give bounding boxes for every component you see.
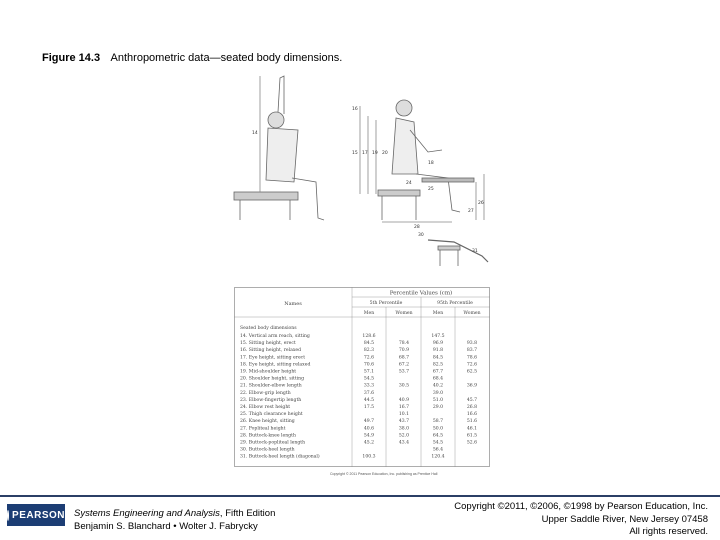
dim-label: 30	[418, 233, 424, 238]
dim-label: 27	[468, 209, 474, 214]
table-cell: 62.5	[466, 369, 478, 375]
table-cell: 40.2	[432, 383, 444, 389]
table-cell: 40.6	[363, 426, 375, 432]
dim-label: 17	[362, 151, 368, 156]
table-cell: 100.3	[362, 454, 376, 460]
table-cell: 61.5	[466, 433, 478, 439]
table-cell: 53.7	[398, 369, 410, 375]
table-cell: 39.0	[432, 390, 444, 396]
table-row-label: 31. Buttock-heel length (diagonal)	[240, 454, 320, 460]
table-cell: 84.5	[363, 341, 375, 347]
table-cell: 52.6	[466, 440, 478, 446]
table-cell: 57.1	[363, 369, 375, 375]
figure-label: Figure 14.3	[42, 52, 101, 64]
table-cell: 120.4	[431, 454, 445, 460]
table-cell: 26.8	[466, 405, 478, 410]
table-cell: 82.3	[363, 348, 375, 354]
table-row-label: 17. Eye height, sitting erect	[240, 355, 306, 361]
table-cell: 68.7	[398, 355, 410, 361]
dim-label: 28	[414, 225, 420, 230]
table-p95-header: 95th Percentile	[437, 301, 473, 306]
table-cell: 54.9	[363, 433, 375, 439]
table-cell: 49.7	[363, 419, 375, 425]
table-p5-header: 5th Percentile	[369, 301, 403, 306]
table-cell: 43.7	[398, 419, 410, 425]
table-cell: 96.9	[432, 341, 444, 347]
table-row-label: 22. Elbow-grip length	[240, 390, 291, 396]
table-row-label: 16. Sitting height, relaxed	[240, 348, 302, 354]
table-cell: 70.9	[398, 348, 410, 354]
table-top	[422, 178, 474, 182]
table-row-label: 18. Eye height, sitting relaxed	[240, 362, 311, 368]
table-cell: 72.6	[466, 362, 478, 368]
left-figure-arm	[278, 76, 284, 114]
dim-label: 14	[252, 131, 258, 136]
table-cell: 37.6	[363, 390, 375, 396]
copyright-notice	[454, 501, 708, 539]
table-cell: 78.6	[466, 355, 478, 361]
dim-label: 16	[352, 107, 358, 112]
right-chair	[378, 190, 420, 196]
table-row-label: 26. Knee height, sitting	[240, 419, 295, 425]
right-figure-head	[396, 100, 412, 116]
table-cell: 147.5	[431, 334, 445, 339]
table-cell: 70.6	[363, 362, 375, 368]
publisher-logo	[7, 504, 65, 526]
dim-label: 26	[478, 201, 484, 206]
book-edition: , Fifth Edition	[219, 508, 276, 519]
col-women-p95: Women	[463, 311, 481, 316]
table-cell: 68.4	[432, 376, 444, 382]
book-title: Systems Engineering and Analysis	[74, 508, 220, 519]
seated-dimensions-illustration	[232, 70, 490, 286]
figure-caption	[42, 52, 342, 64]
right-figure-body	[392, 118, 418, 174]
table-cell: 54.5	[363, 376, 375, 382]
table-cell: 56.4	[432, 447, 444, 453]
table-section: Seated body dimensions	[240, 326, 297, 331]
table-cell: 36.9	[466, 383, 478, 389]
dim-label: 25	[428, 187, 434, 192]
table-cell: 84.5	[432, 355, 444, 361]
dim-label: 20	[382, 151, 388, 156]
table-cell: 16.7	[398, 405, 410, 410]
table-cell: 64.5	[432, 433, 444, 439]
table-cell: 40.9	[398, 397, 410, 403]
copyright-line: Copyright ©2011, ©2006, ©1998 by Pearson Education, Inc.	[454, 501, 708, 512]
copyright-rights: All rights reserved.	[629, 526, 708, 537]
table-cell: 16.6	[466, 412, 478, 418]
table-cell: 44.5	[363, 397, 375, 403]
logo-text: PEARSON	[12, 509, 65, 521]
left-bench	[234, 192, 298, 200]
table-cell: 10.1	[398, 412, 410, 418]
table-cell: 128.6	[362, 334, 376, 339]
dim-label: 15	[352, 151, 358, 156]
figure-title: Anthropometric data—seated body dimensions.	[110, 52, 343, 64]
table-cell: 33.3	[363, 383, 375, 389]
left-figure-body	[266, 128, 298, 182]
table-row-label: 14. Vertical arm reach, sitting	[240, 334, 310, 339]
left-figure-head	[268, 112, 284, 128]
table-row-label: 28. Buttock-knee length	[240, 433, 296, 439]
dim-label: 31	[472, 249, 478, 254]
table-cell: 67.7	[432, 369, 444, 375]
table-cell: 51.0	[432, 397, 444, 403]
table-cell: 43.4	[398, 440, 410, 446]
table-cell: 17.5	[363, 405, 375, 410]
table-row-label: 24. Elbow rest height	[240, 405, 291, 410]
table-cell: 30.5	[398, 383, 410, 389]
figure-copyright: Copyright © 2011 Pearson Education, Inc. publishing as Prentice Hall	[330, 472, 438, 476]
table-row-label: 21. Shoulder-elbow length	[240, 383, 302, 389]
table-name-header: Names	[284, 301, 302, 307]
table-cell: 82.5	[432, 362, 444, 368]
dim-label: 24	[406, 181, 412, 186]
table-cell: 52.0	[398, 433, 410, 439]
pearson-logo-icon	[7, 510, 9, 521]
table-row-label: 23. Elbow-fingertip length	[240, 397, 302, 403]
col-women-p5: Women	[395, 311, 413, 316]
table-row-label: 20. Shoulder height, sitting	[240, 376, 305, 382]
table-cell: 78.4	[398, 341, 410, 347]
small-stool	[438, 246, 460, 250]
table-cell: 38.0	[398, 426, 410, 432]
dim-label: 19	[372, 151, 378, 156]
book-info	[74, 507, 275, 533]
table-cell: 54.5	[432, 440, 444, 446]
table-cell: 83.7	[466, 348, 478, 354]
table-row-label: 19. Mid-shoulder height	[240, 369, 297, 375]
table-cell: 93.8	[466, 341, 478, 347]
table-row-label: 27. Popliteal height	[240, 426, 286, 432]
table-cell: 51.6	[466, 419, 478, 425]
table-cell: 46.1	[466, 426, 478, 432]
table-cell: 72.6	[363, 355, 375, 361]
copyright-address: Upper Saddle River, New Jersey 07458	[541, 513, 708, 525]
table-cell: 91.8	[432, 348, 444, 354]
col-men-p5: Men	[363, 311, 375, 316]
book-authors: Benjamin S. Blanchard • Wolter J. Fabrycky	[74, 521, 258, 532]
col-men-p95: Men	[432, 311, 444, 316]
table-group-header: Percentile Values (cm)	[389, 290, 453, 297]
footer-divider	[0, 495, 720, 497]
table-row-label: 29. Buttock-popliteal length	[240, 440, 306, 446]
table-cell: 58.7	[432, 419, 444, 425]
table-cell: 67.2	[398, 362, 410, 368]
dim-label: 18	[428, 161, 434, 166]
table-cell: 45.7	[466, 397, 478, 403]
table-cell: 29.0	[432, 405, 444, 410]
table-cell: 45.2	[363, 440, 375, 446]
table-row-label: 30. Buttock-heel length	[240, 447, 295, 453]
anthropometric-table	[234, 287, 490, 467]
table-row-label: 25. Thigh clearance height	[240, 412, 303, 418]
table-row-label: 15. Sitting height, erect	[240, 341, 296, 347]
table-cell: 50.0	[432, 426, 444, 432]
